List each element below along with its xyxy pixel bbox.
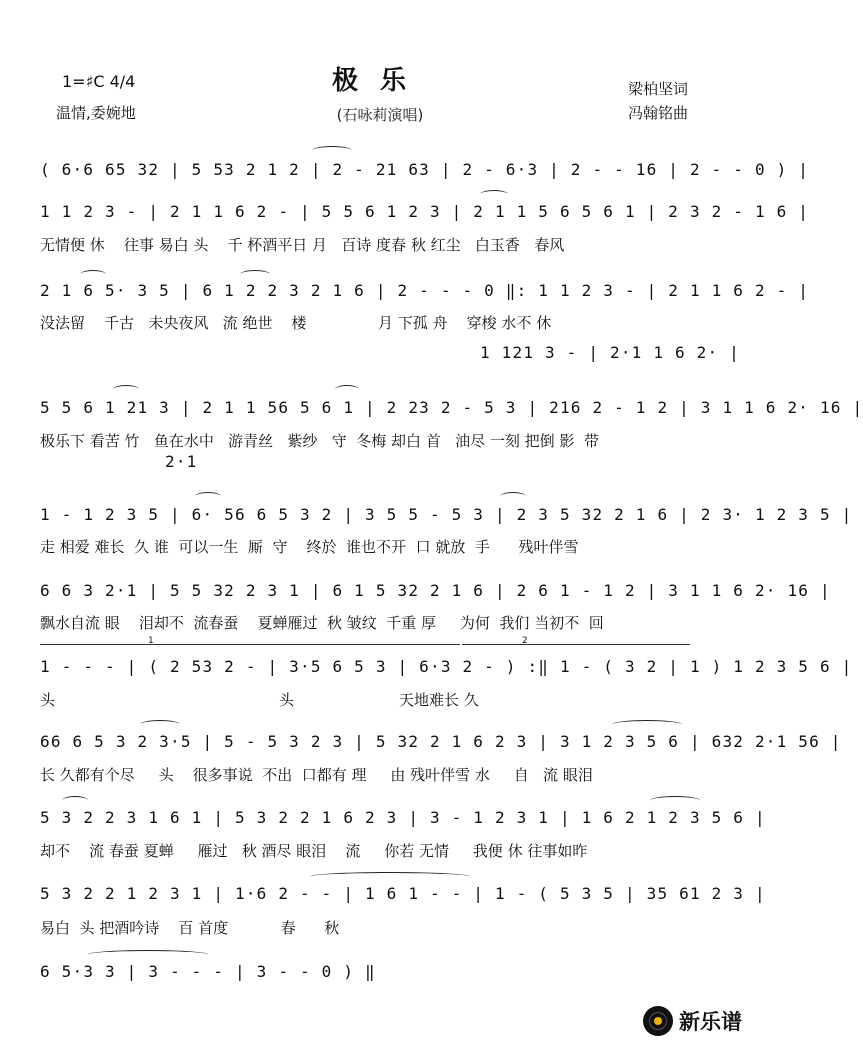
- notation-line: 6 6 3 2·1 | 5 5 32 2 3 1 | 6 1 5 32 2 1 6 | 2 6 1 - 1 2 | 3 1 1 6 2· 16 |: [40, 581, 831, 600]
- volta-bracket: 1: [40, 644, 460, 645]
- slur-mark: [140, 720, 180, 729]
- notation-line: 6 5·3 3 | 3 - - - | 3 - - 0 ) ‖: [40, 962, 376, 981]
- notation-line: ( 6·6 65 32 | 5 53 2 1 2 | 2 - 21 63 | 2 - 6·3 | 2 - - 16 | 2 - - 0 ) |: [40, 160, 810, 179]
- lyric-line: 走 相爱 难长 久 谁 可以一生 厮 守 终於 谁也不开 口 就放 手 残叶伴雪: [40, 538, 579, 556]
- slur-mark: [480, 190, 508, 199]
- notation-line: 5 3 2 2 3 1 6 1 | 5 3 2 2 1 6 2 3 | 3 - 1 2 3 1 | 1 6 2 1 2 3 5 6 |: [40, 808, 766, 827]
- lyric-line: 长 久都有个尽 头 很多事说 不出 口都有 理 由 残叶伴雪 水 自 流 眼泪: [40, 766, 593, 784]
- slur-mark: [88, 950, 208, 959]
- notation-line: 5 3 2 2 1 2 3 1 | 1·6 2 - - | 1 6 1 - - | 1 - ( 5 3 5 | 35 61 2 3 |: [40, 884, 766, 903]
- notation-line: 1 - - - | ( 2 53 2 - | 3·5 6 5 3 | 6·3 2 - ) :‖ 1 - ( 3 2 | 1 ) 1 2 3 5 6 |: [40, 657, 853, 676]
- slur-mark: [195, 492, 221, 501]
- notation-line: 1 121 3 - | 2·1 1 6 2· |: [480, 343, 740, 362]
- slur-mark: [240, 270, 270, 279]
- notation-line: 1 1 2 3 - | 2 1 1 6 2 - | 5 5 6 1 2 3 | 2 1 1 5 6 5 6 1 | 2 3 2 - 1 6 |: [40, 202, 810, 221]
- notation-line: 2 1 6 5· 3 5 | 6 1 2 2 3 2 1 6 | 2 - - - 0 ‖: 1 1 2 3 - | 2 1 1 6 2 - |: [40, 281, 810, 300]
- slur-mark: [310, 872, 470, 881]
- key-signature: 1=♯C 4/4: [62, 72, 136, 91]
- slur-mark: [612, 720, 682, 729]
- lyric-line: 极乐下 看苦 竹 鱼在水中 游青丝 紫纱 守 冬梅 却白 首 油尽 一刻 把倒 影 带: [40, 432, 599, 450]
- song-title: 极乐: [331, 66, 428, 96]
- slur-mark: [62, 796, 88, 805]
- lyric-line: 没法留 千古 未央夜风 流 绝世 楼 月 下孤 舟 穿梭 水不 休: [40, 314, 552, 332]
- lyric-line: 却不 流 春蚕 夏蝉 雁过 秋 酒尽 眼泪 流 你若 无情 我便 休 往事如昨: [40, 842, 588, 860]
- site-logo: [643, 1006, 742, 1036]
- slur-mark: [312, 146, 352, 155]
- slur-mark: [113, 385, 139, 394]
- lyric-line: 易白 头 把酒吟诗 百 首度 春 秋: [40, 919, 340, 937]
- volta-bracket: 2: [462, 644, 690, 645]
- lyricist: 梁柏坚词: [628, 80, 689, 98]
- lyric-line: 无情便 休 往事 易白 头 千 杯酒平日 月 百诗 度春 秋 红尘 白玉香 春风: [40, 236, 565, 254]
- record-disc-icon: [643, 1006, 673, 1036]
- performer: (石咏莉演唱): [336, 106, 424, 124]
- alternate-ending: 2·1: [165, 452, 198, 471]
- slur-mark: [500, 492, 526, 501]
- lyric-line: 头 头 天地难长 久: [40, 691, 479, 709]
- lyric-line: 飘水自流 眼 泪却不 流春蚕 夏蝉雁过 秋 皱纹 千重 厚 为何 我们 当初不 回: [40, 614, 604, 632]
- notation-line: 1 - 1 2 3 5 | 6· 56 6 5 3 2 | 3 5 5 - 5 3 | 2 3 5 32 2 1 6 | 2 3· 1 2 3 5 |: [40, 505, 853, 524]
- expression-mark: 温情,委婉地: [56, 104, 136, 122]
- notation-line: 66 6 5 3 2 3·5 | 5 - 5 3 2 3 | 5 32 2 1 6 2 3 | 3 1 2 3 5 6 | 632 2·1 56 |: [40, 732, 842, 751]
- slur-mark: [335, 385, 359, 394]
- notation-line: 5 5 6 1 21 3 | 2 1 1 56 5 6 1 | 2 23 2 - 5 3 | 216 2 - 1 2 | 3 1 1 6 2· 16 |: [40, 398, 863, 417]
- slur-mark: [80, 270, 106, 279]
- logo-text: 新乐谱: [679, 1010, 742, 1034]
- slur-mark: [650, 796, 700, 805]
- composer: 冯翰铭曲: [628, 104, 689, 122]
